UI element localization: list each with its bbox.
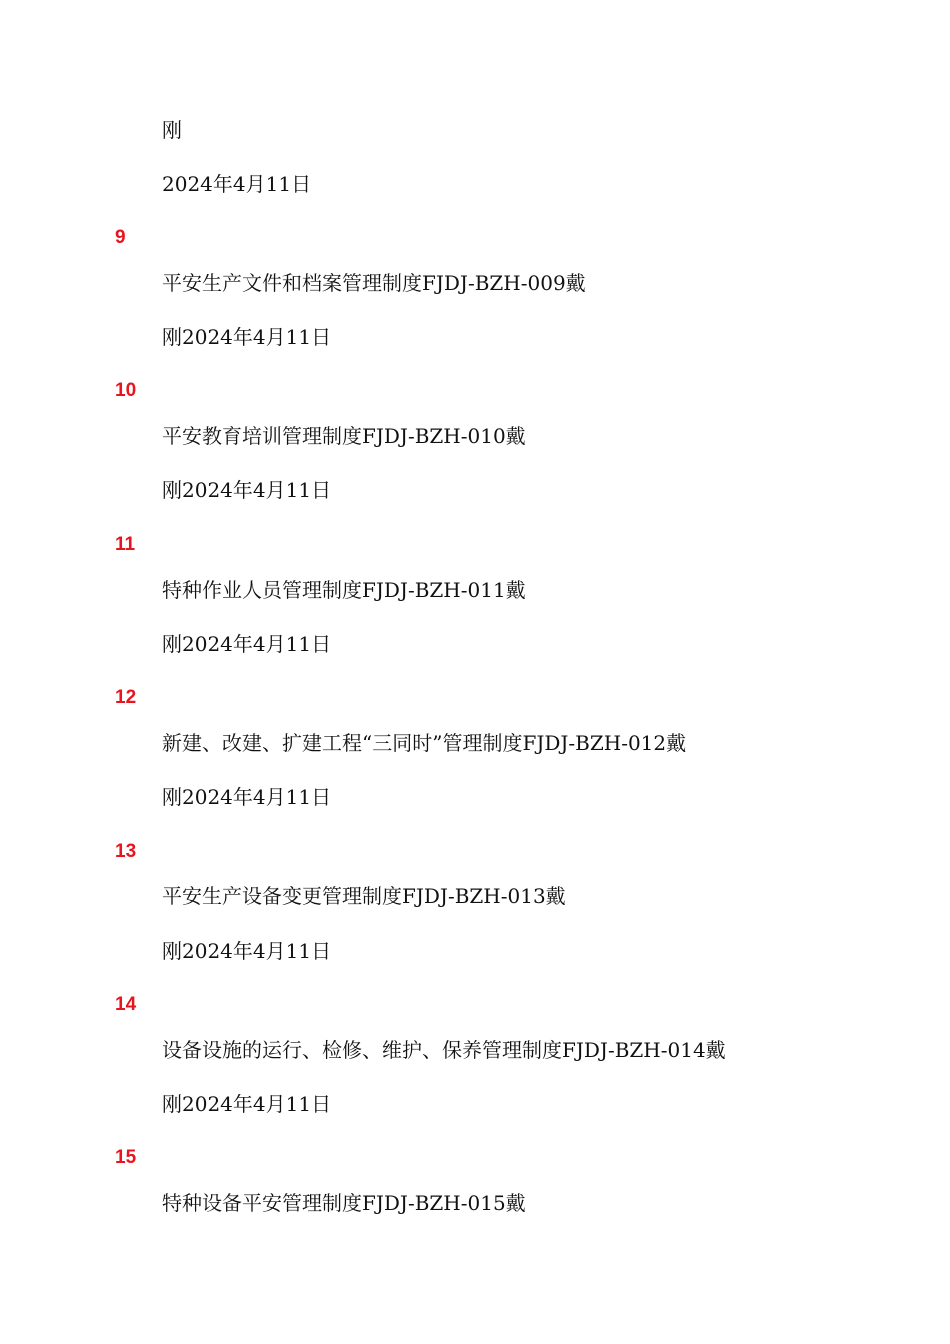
entry-number: 11 — [115, 534, 136, 555]
entry-title: 特种作业人员管理制度FJDJ-BZH-011戴 — [162, 578, 526, 602]
entry-date: 刚2024年4月11日 — [162, 939, 332, 963]
entry-date: 刚2024年4月11日 — [162, 785, 332, 809]
entry-title: 平安生产设备变更管理制度FJDJ-BZH-013戴 — [162, 884, 566, 908]
entry-date: 刚2024年4月11日 — [162, 325, 332, 349]
entry-number: 13 — [115, 841, 137, 862]
entry-title: 新建、改建、扩建工程“三同时”管理制度FJDJ-BZH-012戴 — [162, 731, 687, 755]
intro-date: 2024年4月11日 — [162, 172, 312, 196]
entry-title: 设备设施的运行、检修、维护、保养管理制度FJDJ-BZH-014戴 — [162, 1038, 726, 1062]
entry-number: 15 — [115, 1147, 137, 1168]
entry-number: 9 — [115, 227, 126, 248]
entry-title: 特种设备平安管理制度FJDJ-BZH-015戴 — [162, 1191, 526, 1215]
entry-title: 平安生产文件和档案管理制度FJDJ-BZH-009戴 — [162, 271, 586, 295]
entry-number: 14 — [115, 994, 137, 1015]
entry-number: 12 — [115, 687, 137, 708]
entry-date: 刚2024年4月11日 — [162, 478, 332, 502]
entry-title: 平安教育培训管理制度FJDJ-BZH-010戴 — [162, 424, 526, 448]
intro-line-1: 刚 — [162, 118, 182, 142]
entry-date: 刚2024年4月11日 — [162, 632, 332, 656]
entry-date: 刚2024年4月11日 — [162, 1092, 332, 1116]
entry-number: 10 — [115, 380, 137, 401]
